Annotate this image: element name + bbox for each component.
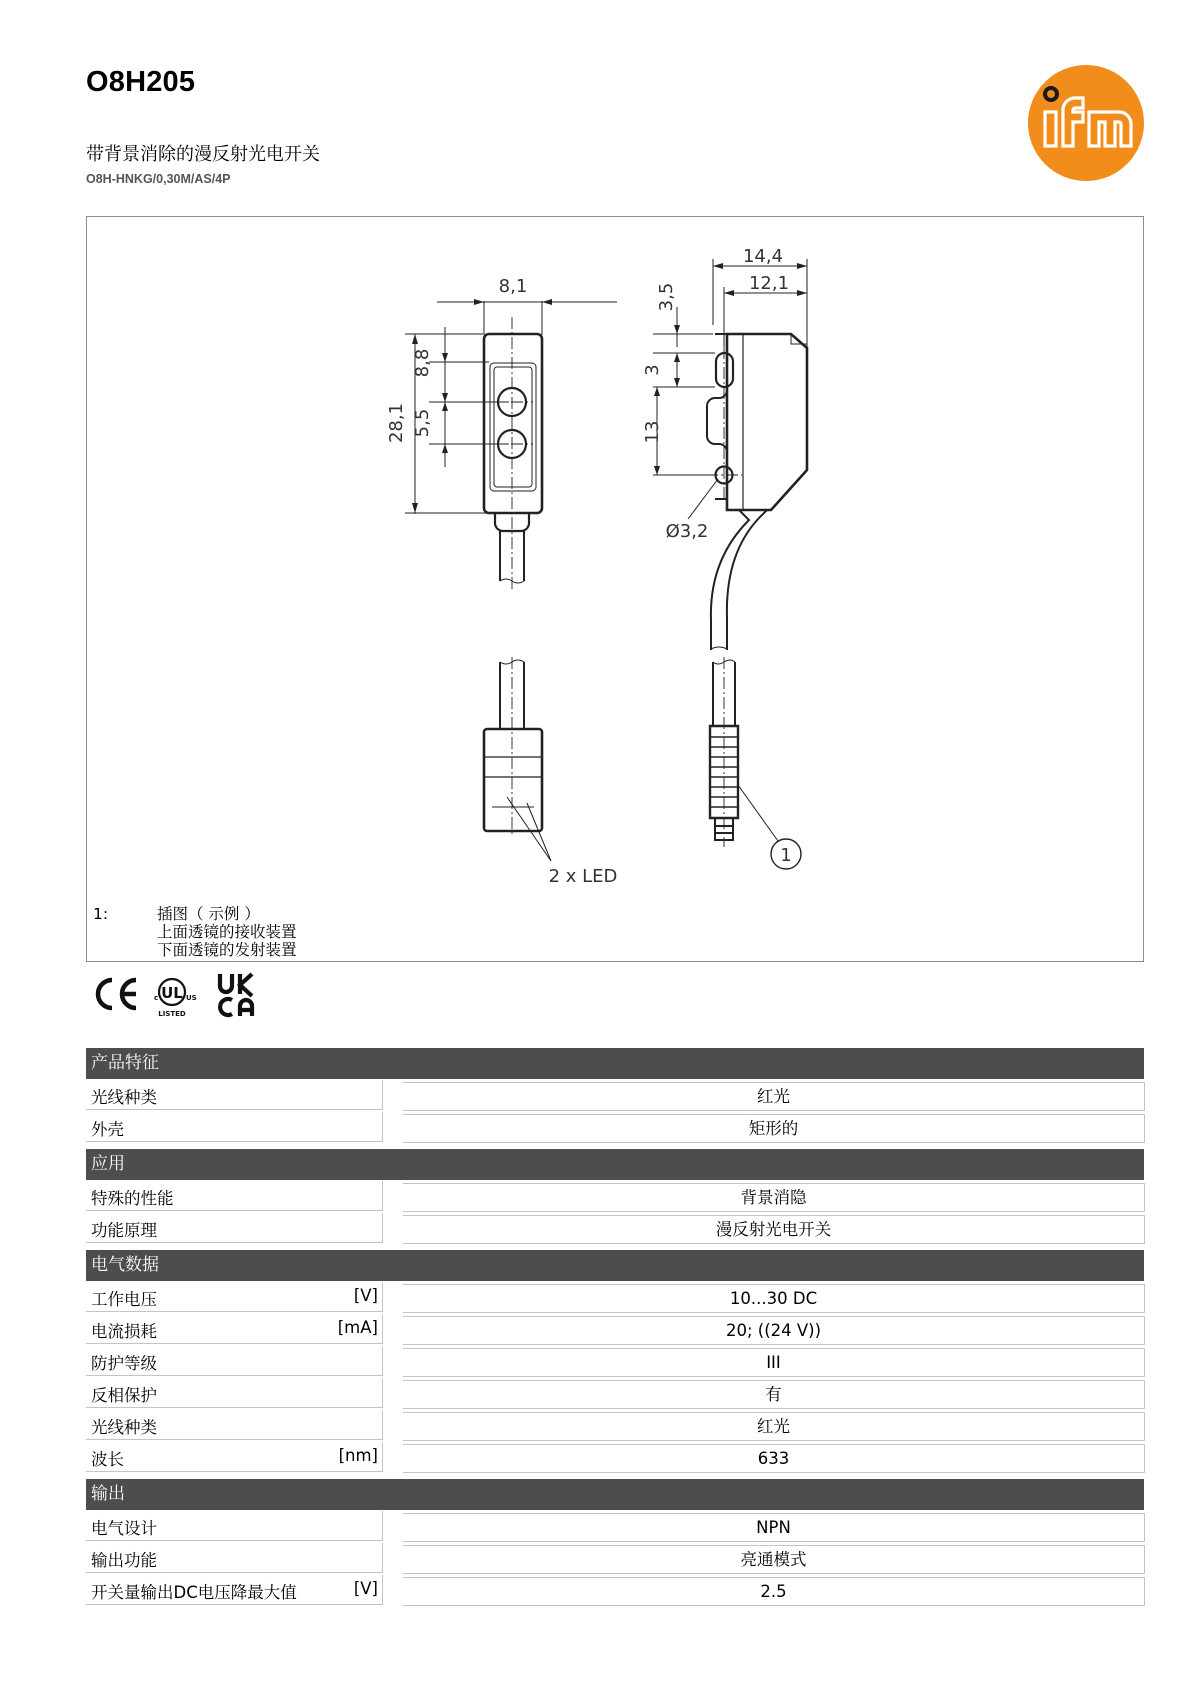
spec-label-cell xyxy=(86,1511,383,1541)
spec-row xyxy=(86,1282,1144,1313)
svg-text:US: US xyxy=(186,994,197,1002)
spec-value: 20; ((24 V)) xyxy=(403,1316,1145,1345)
dim-top-offset: 8,8 xyxy=(412,348,433,378)
spec-value: III xyxy=(403,1348,1145,1377)
dim-hole-diameter: Ø3,2 xyxy=(665,521,709,542)
sensor-drawing-svg xyxy=(87,217,1145,963)
product-subtitle: 带背景消除的漫反射光电开关 xyxy=(86,144,320,165)
spec-label-cell xyxy=(86,1442,383,1472)
spec-label-cell xyxy=(86,1378,383,1408)
spec-row xyxy=(86,1543,1144,1574)
dim-depth-total: 14,4 xyxy=(742,246,784,267)
spec-table xyxy=(86,1048,1144,1607)
spec-label-cell xyxy=(86,1543,383,1573)
led-label: 2 x LED xyxy=(548,866,618,887)
spec-section-header: 输出 xyxy=(86,1479,1144,1510)
spec-unit: [mA] xyxy=(337,1318,378,1337)
spec-value: 红光 xyxy=(403,1082,1145,1111)
spec-label: 工作电压 xyxy=(91,1290,157,1309)
spec-row xyxy=(86,1410,1144,1441)
spec-label: 输出功能 xyxy=(91,1551,157,1570)
spec-row xyxy=(86,1442,1144,1473)
spec-value: 矩形的 xyxy=(403,1114,1145,1143)
spec-section-header: 应用 xyxy=(86,1149,1144,1180)
spec-label-cell xyxy=(86,1346,383,1376)
dim-hole-pitch: 13 xyxy=(642,420,663,444)
spec-value: 红光 xyxy=(403,1412,1145,1441)
dim-depth-inner: 12,1 xyxy=(748,273,790,294)
spec-value: 亮通模式 xyxy=(403,1545,1145,1574)
spec-row xyxy=(86,1346,1144,1377)
note-line: 插图（ 示例 ） xyxy=(157,905,260,923)
note-line: 上面透镜的接收装置 xyxy=(157,923,297,941)
spec-label-cell xyxy=(86,1575,383,1605)
ce-mark-icon xyxy=(98,980,136,1008)
dim-height: 28,1 xyxy=(386,402,407,444)
spec-row xyxy=(86,1181,1144,1212)
svg-text:UL: UL xyxy=(161,984,183,1002)
spec-label-cell xyxy=(86,1314,383,1344)
spec-label-cell xyxy=(86,1282,383,1312)
dimension-drawing xyxy=(86,216,1144,962)
spec-label: 防护等级 xyxy=(91,1354,157,1373)
spec-section-header: 电气数据 xyxy=(86,1250,1144,1281)
spec-row xyxy=(86,1378,1144,1409)
svg-text:c: c xyxy=(154,994,159,1002)
spec-label: 光线种类 xyxy=(91,1088,157,1107)
spec-label-cell xyxy=(86,1410,383,1440)
spec-label: 电流损耗 xyxy=(91,1322,157,1341)
spec-label: 外壳 xyxy=(91,1120,124,1139)
front-housing xyxy=(484,334,542,513)
spec-unit: [V] xyxy=(353,1579,378,1598)
dim-hole-slot: 3 xyxy=(642,364,663,376)
spec-label-cell xyxy=(86,1080,383,1110)
article-number: O8H-HNKG/0,30M/AS/4P xyxy=(86,172,231,186)
ukca-mark-icon xyxy=(220,974,252,1016)
dim-hole-top: 3,5 xyxy=(656,282,677,312)
spec-label: 功能原理 xyxy=(91,1221,157,1240)
note-line: 下面透镜的发射装置 xyxy=(157,941,297,959)
spec-row xyxy=(86,1112,1144,1143)
ul-listed-icon xyxy=(154,979,197,1018)
spec-label: 特殊的性能 xyxy=(91,1189,174,1208)
spec-row xyxy=(86,1213,1144,1244)
spec-value: 2.5 xyxy=(403,1577,1145,1606)
spec-label: 开关量输出DC电压降最大值 xyxy=(91,1583,297,1602)
spec-value: 背景消隐 xyxy=(403,1183,1145,1212)
spec-value: NPN xyxy=(403,1513,1145,1542)
spec-row xyxy=(86,1575,1144,1606)
spec-row xyxy=(86,1080,1144,1111)
ifm-logo xyxy=(1027,64,1145,182)
spec-value: 10...30 DC xyxy=(403,1284,1145,1313)
dim-lens-pitch: 5,5 xyxy=(412,408,433,438)
spec-label-cell xyxy=(86,1213,383,1243)
spec-value: 漫反射光电开关 xyxy=(403,1215,1145,1244)
callout-number: 1 xyxy=(780,845,792,866)
certification-marks xyxy=(90,970,270,1020)
spec-section-header: 产品特征 xyxy=(86,1048,1144,1079)
spec-row xyxy=(86,1511,1144,1542)
spec-label: 反相保护 xyxy=(91,1386,157,1405)
spec-label: 光线种类 xyxy=(91,1418,157,1437)
dim-front-width: 8,1 xyxy=(498,276,528,297)
spec-unit: [nm] xyxy=(338,1446,378,1465)
spec-value: 633 xyxy=(403,1444,1145,1473)
spec-unit: [V] xyxy=(353,1286,378,1305)
spec-label: 电气设计 xyxy=(91,1519,157,1538)
spec-label: 波长 xyxy=(91,1450,124,1469)
product-title: O8H205 xyxy=(86,66,196,98)
spec-label-cell xyxy=(86,1181,383,1211)
connector-front xyxy=(484,729,542,831)
spec-value: 有 xyxy=(403,1380,1145,1409)
note-number: 1: xyxy=(93,905,109,923)
side-housing xyxy=(727,334,807,510)
svg-text:LISTED: LISTED xyxy=(158,1010,186,1018)
slot-hole xyxy=(716,353,733,387)
spec-row xyxy=(86,1314,1144,1345)
spec-label-cell xyxy=(86,1112,383,1142)
